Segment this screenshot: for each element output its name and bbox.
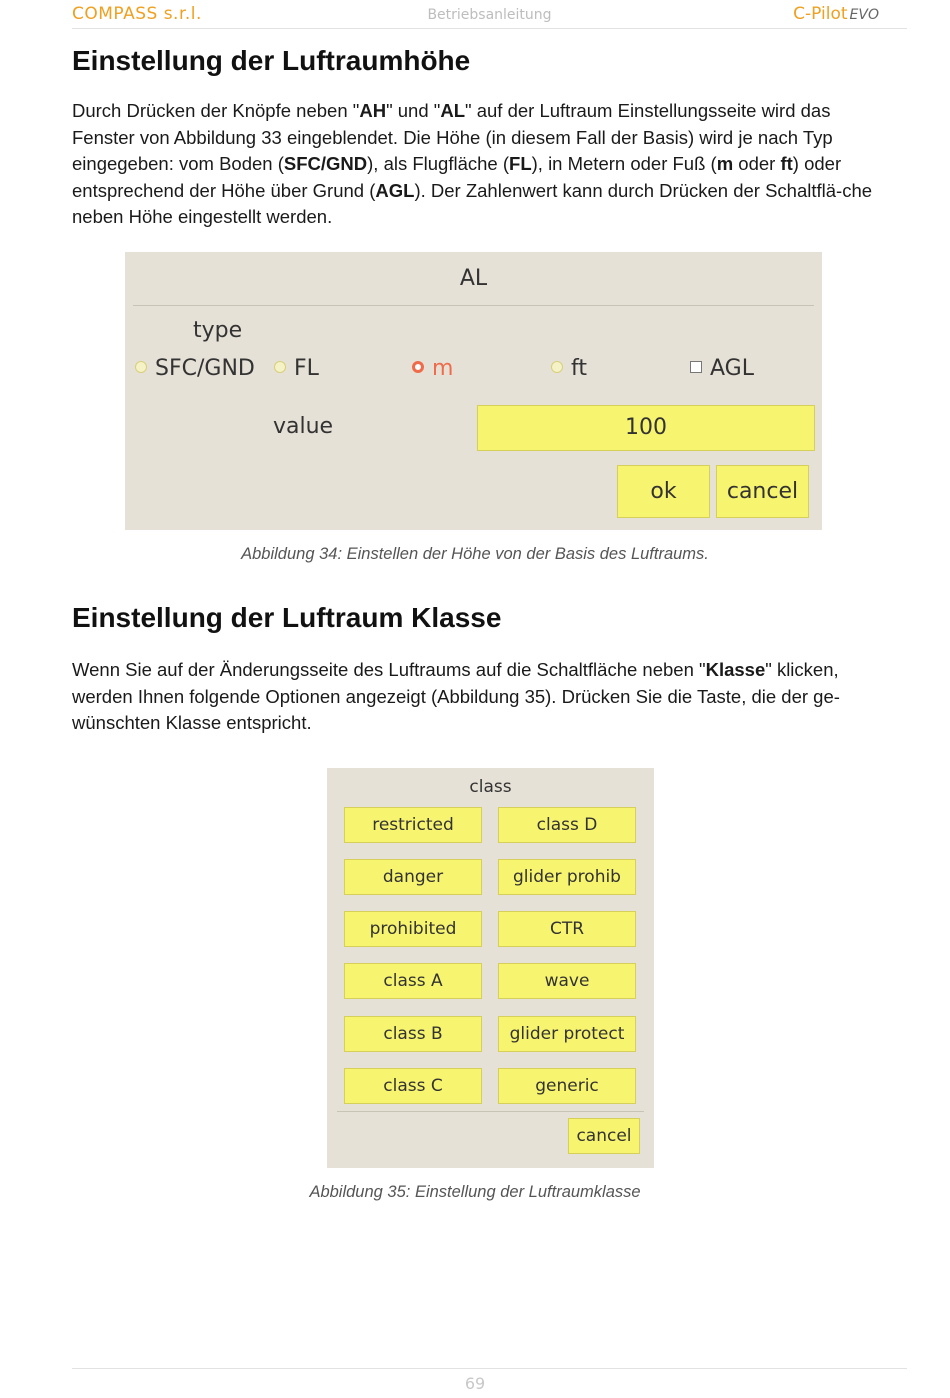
class-button-restricted[interactable]: restricted xyxy=(344,807,482,843)
checkbox-icon[interactable] xyxy=(690,361,702,373)
product-label: C-Pilot xyxy=(793,4,848,24)
radio-icon[interactable] xyxy=(274,361,286,373)
company-name: COMPASS s.r.l. xyxy=(72,4,202,24)
option-agl[interactable]: AGL xyxy=(690,356,754,381)
footer-divider xyxy=(72,1368,907,1369)
type-label: type xyxy=(193,318,243,343)
class-button-ctr[interactable]: CTR xyxy=(498,911,636,947)
paragraph-class: Wenn Sie auf der Änderungsseite des Luftraums auf die Schaltfläche neben "Klasse" klicken, werden Ihnen folgende Optionen angezeigt (Abbildung 35). Drücken Sie die Taste, die der ge-wünschten Klasse entspricht. xyxy=(72,659,840,733)
radio-icon[interactable] xyxy=(551,361,563,373)
page-header xyxy=(72,2,907,28)
cancel-button[interactable]: cancel xyxy=(716,465,809,518)
section-heading-class: Einstellung der Luftraum Klasse xyxy=(72,602,502,633)
dialog-title: class xyxy=(469,777,512,797)
section-heading-altitude: Einstellung der Luftraumhöhe xyxy=(72,45,471,76)
ok-button[interactable]: ok xyxy=(617,465,710,518)
paragraph-altitude: Durch Drücken der Knöpfe neben "AH" und "AL" auf der Luftraum Einstellungsseite wird das Fenster von Abbildung 33 eingeblendet. Die Höhe (in diesem Fall der Basis) wird je nach Typ eingegeben: vom Boden (SFC/GND), als Flugfläche (FL), in Metern oder Fuß (m oder ft) oder entsprechend der Höhe über Grund (AGL). Der Zahlenwert kann durch Drücken der Schaltflä-che neben Höhe eingestellt werden. xyxy=(72,100,873,227)
class-button-glider-prohib[interactable]: glider prohib xyxy=(498,859,636,895)
figure34-caption: Abbildung 34: Einstellen der Höhe von der Basis des Luftraums. xyxy=(241,545,709,563)
document-title: Betriebsanleitung xyxy=(427,7,552,23)
dialog-divider xyxy=(133,305,814,306)
value-button[interactable]: 100 xyxy=(477,405,815,451)
product-name xyxy=(793,4,879,24)
class-button-glider-protect[interactable]: glider protect xyxy=(498,1016,636,1052)
option-fl[interactable]: FL xyxy=(274,356,319,381)
option-m[interactable]: m xyxy=(412,356,453,381)
product-suffix: EVO xyxy=(849,7,879,23)
class-button-class-c[interactable]: class C xyxy=(344,1068,482,1104)
dialog-divider xyxy=(337,1111,644,1112)
option-sfc-gnd[interactable]: SFC/GND xyxy=(135,356,255,381)
class-button-generic[interactable]: generic xyxy=(498,1068,636,1104)
dialog-title: AL xyxy=(459,266,488,291)
figure-altitude-dialog xyxy=(125,252,822,530)
header-divider xyxy=(72,28,907,29)
figure35-caption: Abbildung 35: Einstellung der Luftraumklasse xyxy=(309,1183,641,1201)
class-button-prohibited[interactable]: prohibited xyxy=(344,911,482,947)
radio-selected-icon[interactable] xyxy=(412,361,424,373)
cancel-button[interactable]: cancel xyxy=(568,1118,640,1154)
class-button-class-b[interactable]: class B xyxy=(344,1016,482,1052)
radio-icon[interactable] xyxy=(135,361,147,373)
class-button-wave[interactable]: wave xyxy=(498,963,636,999)
figure-class-dialog xyxy=(327,768,654,1168)
option-ft[interactable]: ft xyxy=(551,356,587,381)
class-button-danger[interactable]: danger xyxy=(344,859,482,895)
class-button-class-d[interactable]: class D xyxy=(498,807,636,843)
value-label: value xyxy=(273,414,334,439)
class-button-class-a[interactable]: class A xyxy=(344,963,482,999)
page-number: 69 xyxy=(464,1374,486,1393)
